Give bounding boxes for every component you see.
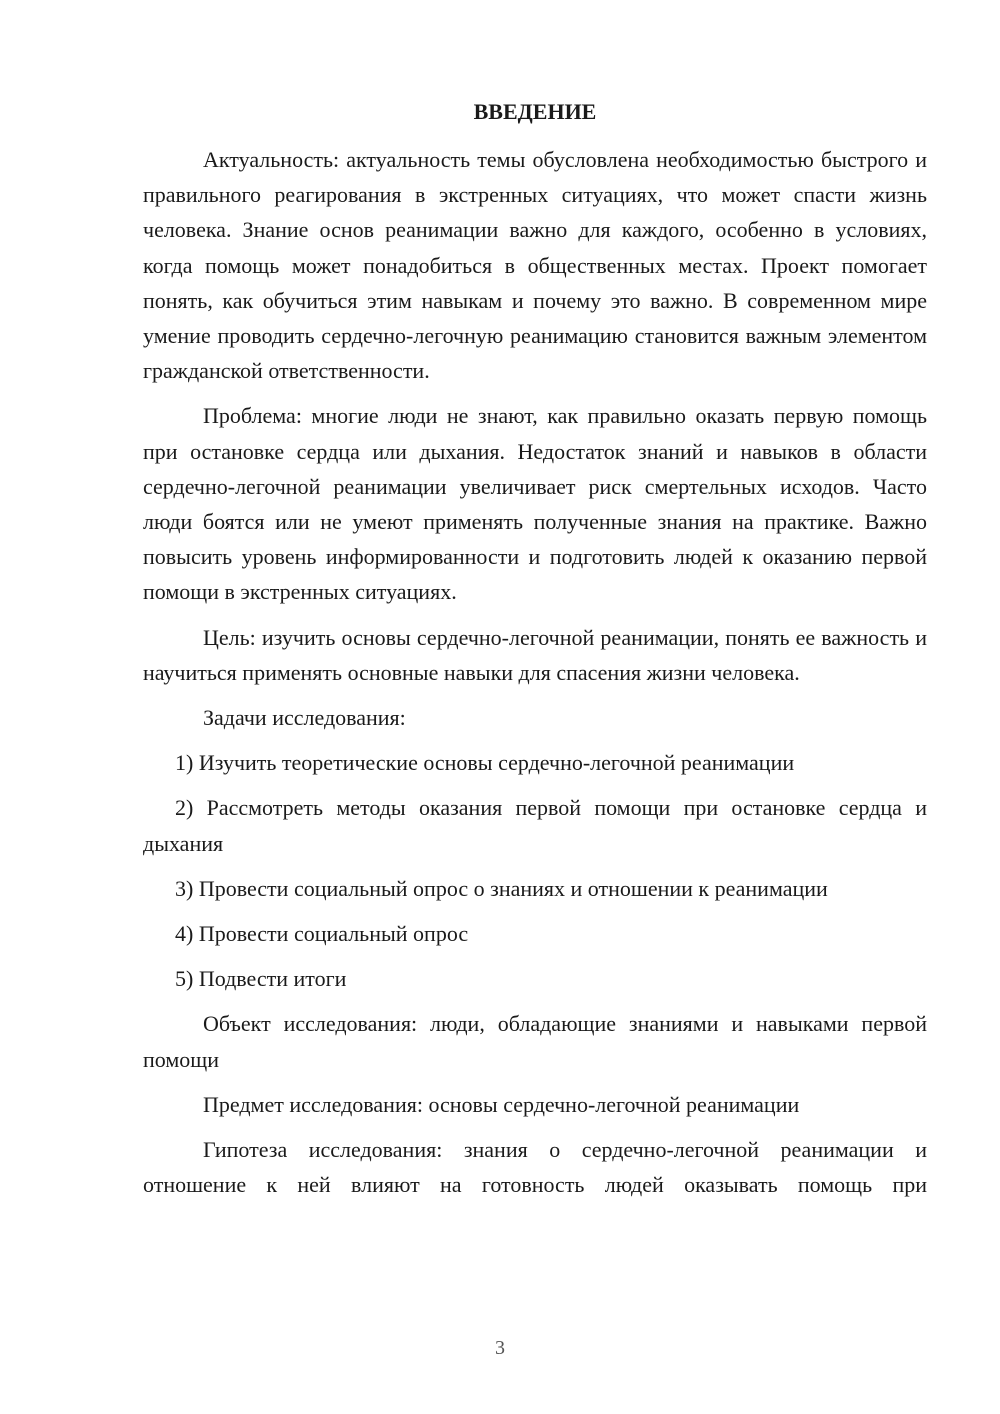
task-item-4: 4) Провести социальный опрос bbox=[175, 921, 469, 947]
problem-paragraph: Проблема: многие люди не знают, как правильно оказать первую помощь при остановке сердца или дыхания. Недостаток знаний и навыков в области сердечно-легочной реанимации увеличивает риск смертельных исходов. Часто люди боятся или не умеют применять полученные знания на практике. Важно повысить уровень информированности и подготовить людей к оказанию первой помощи в экстренных ситуациях. bbox=[143, 403, 927, 605]
page-content bbox=[143, 94, 927, 1212]
relevance-paragraph: Актуальность: актуальность темы обусловлена необходимостью быстрого и правильного реагирования в экстренных ситуациях, что может спасти жизнь человека. Знание основ реанимации важно для каждого, особенно в условиях, когда помощь может понадобиться в общественных местах. Проект помогает понять, как обучиться этим навыкам и почему это важно. В современном мире умение проводить сердечно-легочную реанимацию становится важным элементом гражданской ответственности. bbox=[143, 147, 927, 384]
task-item-2: 2) Рассмотреть методы оказания первой помощи при остановке сердца и дыхания bbox=[143, 795, 927, 856]
task-item-5: 5) Подвести итоги bbox=[175, 966, 347, 992]
tasks-heading: Задачи исследования: bbox=[203, 705, 406, 731]
hypothesis-paragraph: Гипотеза исследования: знания о сердечно-легочной реанимации и отношение к ней влияют на готовность людей оказывать помощь при bbox=[143, 1137, 927, 1198]
research-object-paragraph: Объект исследования: люди, обладающие знаниями и навыками первой помощи bbox=[143, 1011, 927, 1072]
task-item-1: 1) Изучить теоретические основы сердечно-легочной реанимации bbox=[175, 750, 795, 776]
research-subject-paragraph: Предмет исследования: основы сердечно-легочной реанимации bbox=[203, 1091, 800, 1117]
section-title: ВВЕДЕНИЕ bbox=[473, 99, 597, 124]
task-item-3: 3) Провести социальный опрос о знаниях и отношении к реанимации bbox=[175, 875, 828, 901]
goal-paragraph: Цель: изучить основы сердечно-легочной реанимации, понять ее важность и научиться применять основные навыки для спасения жизни человека. bbox=[143, 624, 927, 685]
page-number: 3 bbox=[495, 1337, 505, 1359]
